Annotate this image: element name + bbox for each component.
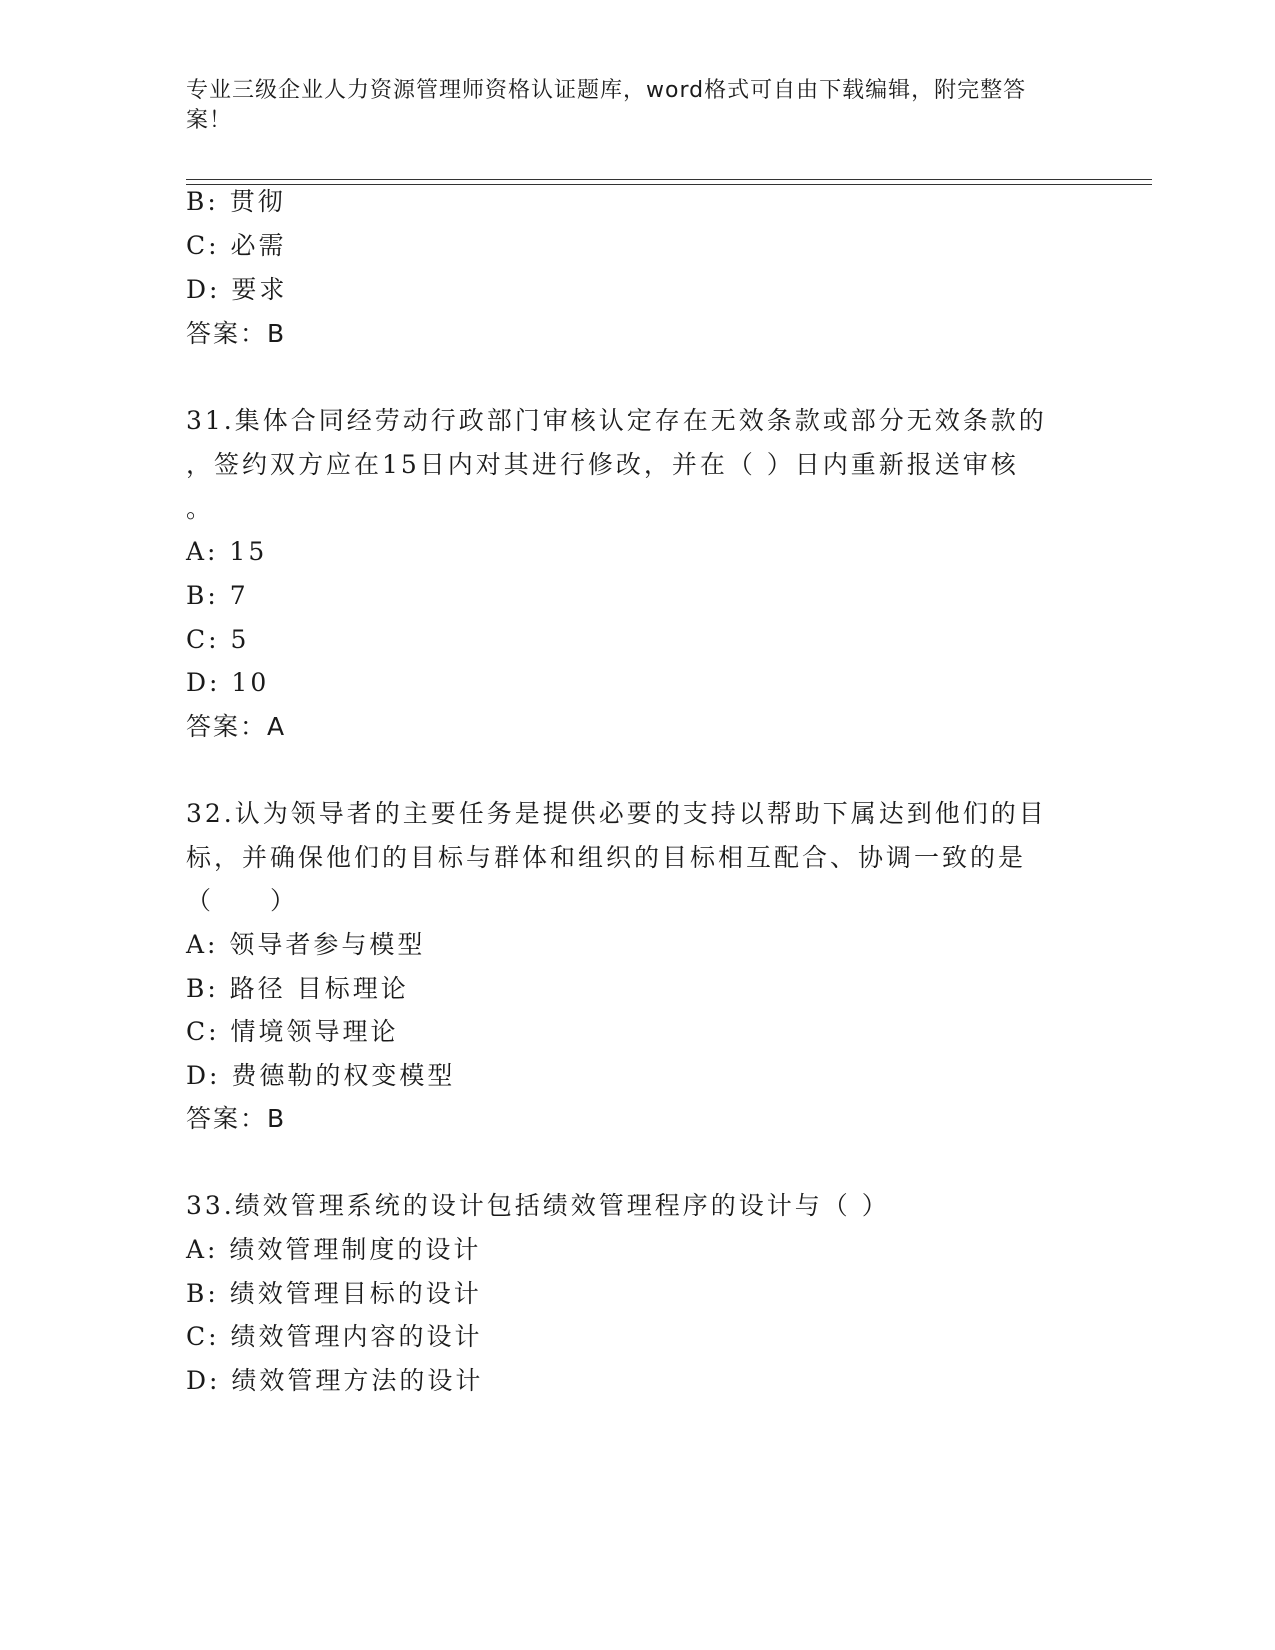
question-stem: （ ） (186, 886, 299, 915)
option-d: D: 费德勒的权变模型 (186, 1061, 456, 1090)
question-stem: 32.认为领导者的主要任务是提供必要的支持以帮助下属达到他们的目 (186, 799, 1047, 828)
option-c: C: 5 (186, 625, 250, 654)
header-divider-top (186, 179, 1152, 180)
option-a: A: 绩效管理制度的设计 (186, 1235, 482, 1264)
option-a: A: 领导者参与模型 (186, 930, 426, 959)
answer-line: 答案：A (186, 712, 287, 741)
question-stem: 31.集体合同经劳动行政部门审核认定存在无效条款或部分无效条款的 (186, 406, 1047, 435)
document-header: 专业三级企业人力资源管理师资格认证题库，word格式可自由下载编辑，附完整答案！ (186, 78, 1027, 133)
question-stem: 标，并确保他们的目标与群体和组织的目标相互配合、协调一致的是 (186, 843, 1027, 872)
option-b: B: 贯彻 (186, 187, 286, 216)
option-c: C: 必需 (186, 231, 287, 260)
option-c: C: 绩效管理内容的设计 (186, 1322, 483, 1351)
option-d: D: 10 (186, 668, 270, 697)
option-b: B: 路径 目标理论 (186, 974, 409, 1003)
option-b: B: 绩效管理目标的设计 (186, 1279, 482, 1308)
option-a: A: 15 (186, 537, 268, 566)
question-stem: ，签约双方应在15日内对其进行修改，并在（ ）日内重新报送审核 (186, 450, 1019, 479)
answer-line: 答案：B (186, 1104, 287, 1133)
option-b: B: 7 (186, 581, 249, 610)
question-stem: 33.绩效管理系统的设计包括绩效管理程序的设计与（ ） (186, 1191, 890, 1220)
answer-line: 答案：B (186, 319, 287, 348)
question-stem: 。 (186, 494, 215, 523)
header-divider-bottom (186, 184, 1152, 185)
option-d: D: 要求 (186, 275, 288, 304)
option-c: C: 情境领导理论 (186, 1017, 399, 1046)
option-d: D: 绩效管理方法的设计 (186, 1366, 484, 1395)
